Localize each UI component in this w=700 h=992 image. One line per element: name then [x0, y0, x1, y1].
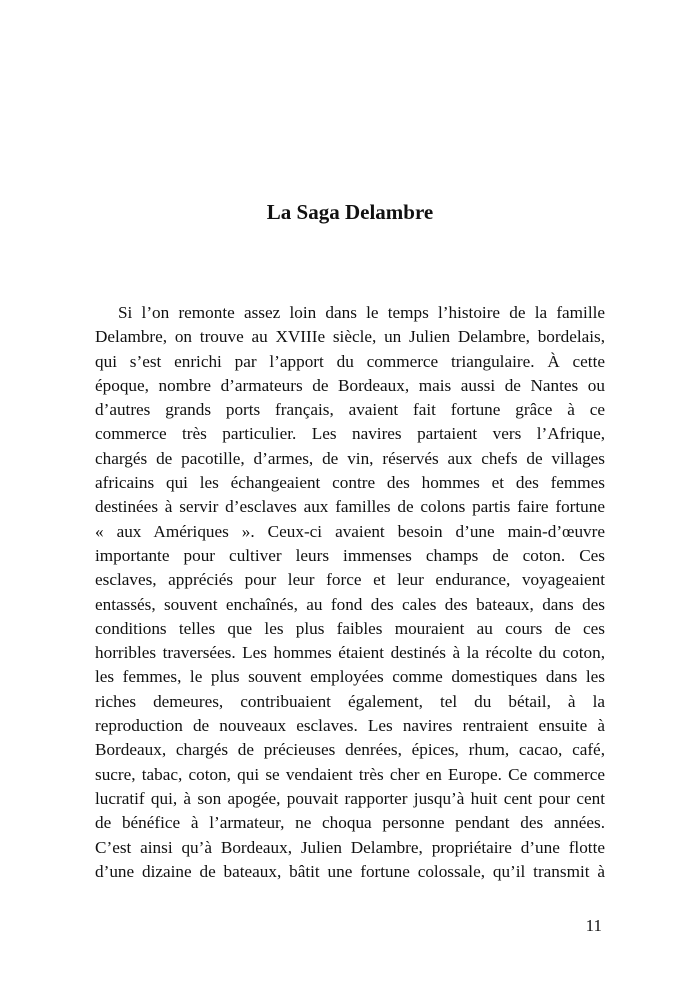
text-line: qui s’est enrichi par l’apport du commerce triangulaire. À cette — [95, 351, 605, 371]
text-line: chargés de pacotille, d’armes, de vin, réservés aux chefs de villages — [95, 448, 605, 468]
text-line: C’est ainsi qu’à Bordeaux, Julien Delambre, propriétaire d’une flotte — [95, 837, 605, 857]
text-line: sucre, tabac, coton, qui se vendaient très cher en Europe. Ce commerce — [95, 764, 605, 784]
text-line: commerce très particulier. Les navires partaient vers l’Afrique, — [95, 424, 605, 444]
text-line: africains qui les échangeaient contre des hommes et des femmes — [95, 473, 605, 493]
chapter-title: La Saga Delambre — [266, 200, 434, 224]
text-line: importante pour cultiver leurs immenses champs de coton. Ces — [95, 545, 605, 565]
text-line: Si l’on remonte assez loin dans le temps l’histoire de la famille — [118, 303, 605, 322]
body-paragraph — [95, 301, 605, 884]
text-line: lucratif qui, à son apogée, pouvait rapporter jusqu’à huit cent pour cent — [95, 788, 605, 808]
page-number: 11 — [585, 916, 602, 935]
text-line: les femmes, le plus souvent employées comme domestiques dans les — [95, 667, 605, 687]
text-line: destinées à servir d’esclaves aux familles de colons partis faire fortune — [95, 497, 605, 517]
text-line: Delambre, on trouve au XVIIIe siècle, un Julien Delambre, bordelais, — [95, 327, 605, 347]
text-line: Bordeaux, chargés de précieuses denrées, épices, rhum, cacao, café, — [95, 740, 605, 760]
text-line: horribles traversées. Les hommes étaient destinés à la récolte du coton, — [95, 643, 605, 663]
text-line: reproduction de nouveaux esclaves. Les navires rentraient ensuite à — [95, 716, 605, 736]
text-line: entassés, souvent enchaînés, au fond des cales des bateaux, dans des — [95, 594, 605, 614]
text-line: d’autres grands ports français, avaient fait fortune grâce à ce — [95, 400, 605, 420]
text-line: de bénéfice à l’armateur, ne choqua personne pendant des années. — [95, 813, 605, 833]
text-line: conditions telles que les plus faibles mouraient au cours de ces — [95, 618, 605, 638]
text-line: esclaves, appréciés pour leur force et leur endurance, voyageaient — [95, 570, 605, 590]
text-line: « aux Amériques ». Ceux-ci avaient besoin d’une main-d’œuvre — [95, 521, 605, 541]
text-line: époque, nombre d’armateurs de Bordeaux, mais aussi de Nantes ou — [95, 375, 605, 395]
text-line: d’une dizaine de bateaux, bâtit une fortune colossale, qu’il transmit à — [95, 861, 605, 881]
text-line: riches demeures, contribuaient également, tel du bétail, à la — [95, 691, 605, 711]
